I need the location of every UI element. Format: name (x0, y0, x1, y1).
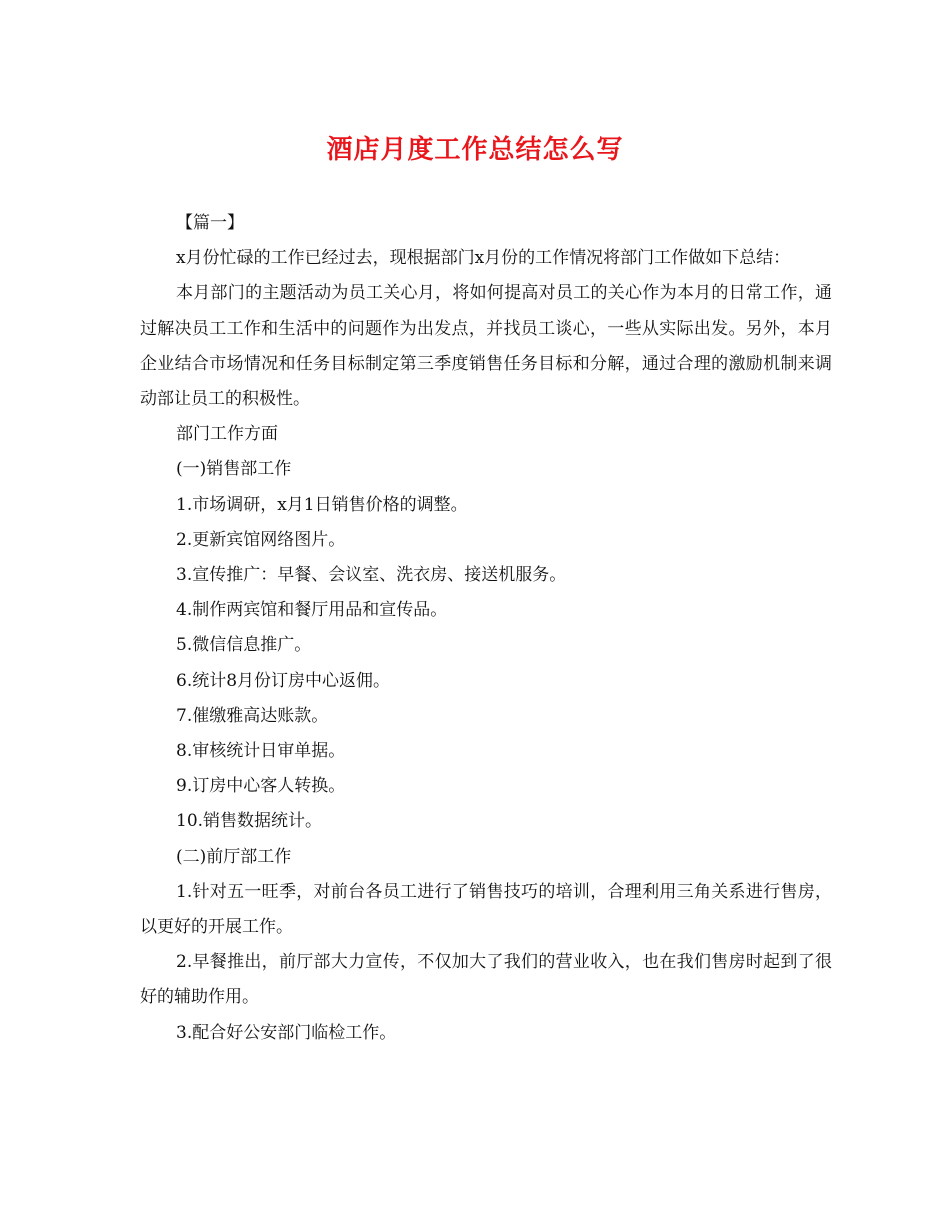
sales-dept-heading: (一)销售部工作 (176, 459, 292, 480)
section-heading: 【篇一】 (176, 213, 244, 233)
front-office-heading: (二)前厅部工作 (176, 846, 292, 867)
list-item: 7.催缴雅高达账款。 (176, 705, 329, 726)
list-item: 10.销售数据统计。 (176, 811, 323, 832)
list-item: 1.针对五一旺季，对前台各员工进行了销售技巧的培训，合理利用三角关系进行售房，以更好的开展工作。 (140, 881, 832, 938)
list-item: 4.制作两宾馆和餐厅用品和宣传品。 (176, 600, 448, 621)
list-item: 5.微信信息推广。 (176, 635, 312, 656)
theme-paragraph: 本月部门的主题活动为员工关心月，将如何提高对员工的关心作为本月的日常工作，通过解决员工工作和生活中的问题作为出发点，并找员工谈心，一些从实际出发。另外，本月企业结合市场情况和任务目标制定第三季度销售任务目标和分解，通过合理的激励机制来调动部让员工的积极性。 (140, 283, 832, 410)
intro-paragraph: x月份忙碌的工作已经过去，现根据部门x月份的工作情况将部门工作做如下总结： (176, 248, 791, 269)
document-title: 酒店月度工作总结怎么写 (326, 135, 624, 165)
dept-work-heading: 部门工作方面 (176, 424, 278, 445)
list-item: 1.市场调研，x月1日销售价格的调整。 (176, 494, 468, 515)
document-body (140, 206, 832, 1051)
list-item: 9.订房中心客人转换。 (176, 776, 346, 797)
list-item: 3.配合好公安部门临检工作。 (176, 1022, 397, 1043)
list-item: 2.早餐推出，前厅部大力宣传，不仅加大了我们的营业收入，也在我们售房时起到了很好的辅助作用。 (140, 952, 832, 1008)
list-item: 2.更新宾馆网络图片。 (176, 529, 346, 550)
list-item: 8.审核统计日审单据。 (176, 741, 346, 762)
list-item: 3.宣传推广：早餐、会议室、洗衣房、接送机服务。 (176, 565, 567, 586)
list-item: 6.统计8月份订房中心返佣。 (176, 670, 391, 691)
